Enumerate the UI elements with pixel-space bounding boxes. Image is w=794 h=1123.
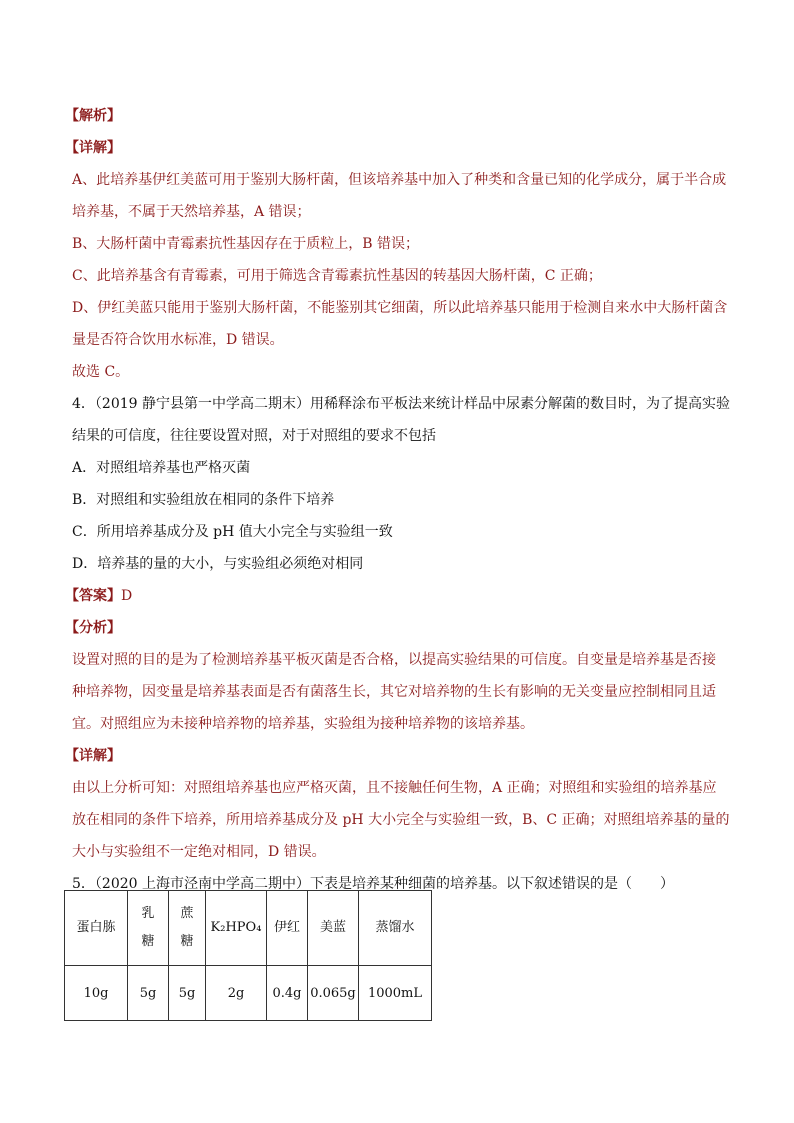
table-cell: 5g: [169, 966, 206, 1021]
analysis-line: 种培养物，因变量是培养基表面是否有菌落生长，其它对培养物的生长有影响的无关变量应控制相同且适: [72, 684, 716, 700]
table-cell: 5g: [128, 966, 169, 1021]
table-header-cell: 美蓝: [308, 891, 359, 966]
jiexi-heading: 【解析】: [65, 108, 121, 124]
fenxi-heading: 【分析】: [65, 620, 121, 636]
option-d: D．培养基的量的大小，与实验组必须绝对相同: [72, 556, 364, 572]
conclusion-line: 故选 C。: [72, 364, 130, 380]
table-header-cell: 蔗 糖: [169, 891, 206, 966]
table-header-cell: 蛋白胨: [65, 891, 128, 966]
table-row: [65, 966, 432, 1021]
table-cell: 10g: [65, 966, 128, 1021]
analysis-line: 宜。对照组应为未接种培养物的培养基，实验组为接种培养物的该培养基。: [72, 716, 534, 732]
question4-stem: [72, 388, 730, 452]
question5-stem: 5．（2020 上海市泾南中学高二期中）下表是培养某种细菌的培养基。以下叙述错误的是（ ）: [72, 876, 674, 892]
explanation-line: D、伊红美蓝只能用于鉴别大肠杆菌，不能鉴别其它细菌，所以此培养基只能用于检测自来水中大肠杆菌含: [72, 300, 728, 316]
table-cell: 0.4g: [267, 966, 308, 1021]
option-a: A．对照组培养基也严格灭菌: [72, 460, 251, 476]
xiangjie-heading-2: 【详解】: [65, 748, 121, 764]
analysis-line: 设置对照的目的是为了检测培养基平板灭菌是否合格，以提高实验结果的可信度。自变量是培养基是否接: [72, 652, 716, 668]
option-b: B．对照组和实验组放在相同的条件下培养: [72, 492, 335, 508]
answer-line: [65, 580, 722, 612]
explanation-line: A、此培养基伊红美蓝可用于鉴别大肠杆菌，但该培养基中加入了种类和含量已知的化学成分，属于半合成: [72, 172, 727, 188]
culture-medium-table: [64, 890, 432, 1021]
explanation-line: C、此培养基含有青霉素，可用于筛选含青霉素抗性基因的转基因大肠杆菌，C 正确；: [72, 268, 602, 284]
explanation-line: B、大肠杆菌中青霉素抗性基因存在于质粒上，B 错误；: [72, 236, 420, 252]
table-header-cell: K₂HPO₄: [206, 891, 267, 966]
page-content: [65, 100, 730, 900]
explanation-line: 培养基，不属于天然培养基，A 错误；: [72, 204, 311, 220]
explanation-line: 量是否符合饮用水标准，D 错误。: [72, 332, 284, 348]
answer-value: D: [121, 588, 133, 604]
table-header-cell: 乳 糖: [128, 891, 169, 966]
table-cell: 2g: [206, 966, 267, 1021]
question4-analysis: [72, 644, 722, 740]
question-stem-line: 结果的可信度，往往要设置对照，对于对照组的要求不包括: [72, 428, 436, 444]
answer-heading: 【答案】: [65, 588, 121, 604]
table-header-cell: 伊红: [267, 891, 308, 966]
detail-line: 由以上分析可知：对照组培养基也应严格灭菌，且不接触任何生物，A 正确；对照组和实验组的培养基应: [72, 780, 717, 796]
xiangjie-heading: 【详解】: [65, 140, 121, 156]
table-header-row: [65, 891, 432, 966]
section1-explanation: [72, 164, 728, 388]
question-stem-line: 4．（2019 静宁县第一中学高二期末）用稀释涂布平板法来统计样品中尿素分解菌的数目时，为了提高实验: [72, 396, 730, 412]
question4-detail: [72, 772, 730, 868]
table-cell: 1000mL: [359, 966, 432, 1021]
table-cell: 0.065g: [308, 966, 359, 1021]
question4-options: [72, 452, 722, 580]
option-c: C．所用培养基成分及 pH 值大小完全与实验组一致: [72, 524, 393, 540]
detail-line: 大小与实验组不一定绝对相同，D 错误。: [72, 844, 326, 860]
table-header-cell: 蒸馏水: [359, 891, 432, 966]
detail-line: 放在相同的条件下培养，所用培养基成分及 pH 大小完全与实验组一致，B、C 正确；对照组培养基的量的: [72, 812, 730, 828]
